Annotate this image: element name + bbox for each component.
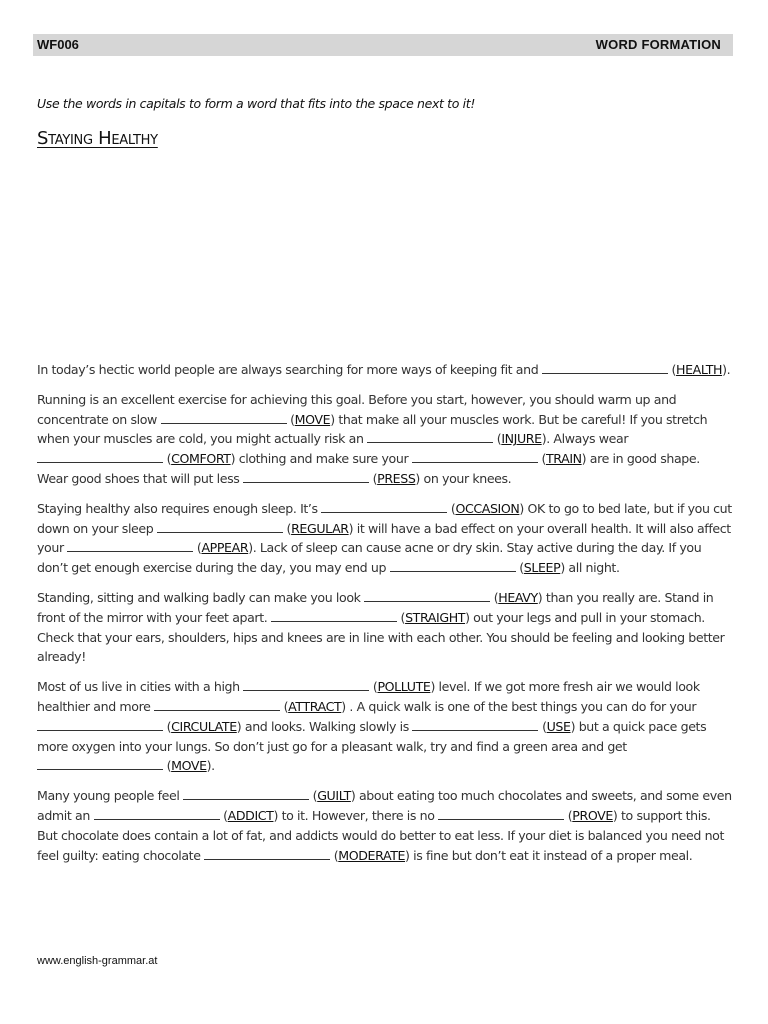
- answer-blank-6[interactable]: [243, 470, 369, 483]
- keyword: PROVE: [572, 807, 613, 823]
- keyword: POLLUTE: [377, 679, 431, 695]
- text-segment: Most of us live in cities with a high: [37, 679, 244, 695]
- answer-blank-15[interactable]: [37, 718, 163, 731]
- text-segment: ) is fine but don’t eat it instead of a proper meal.: [405, 847, 693, 863]
- keyword: MOVE: [294, 411, 331, 427]
- keyword: MODERATE: [338, 847, 406, 863]
- text-segment: Running is an excellent exercise for achieving this goal. Before you start, however, you should warm up and concentrate on slow: [37, 391, 677, 427]
- text-segment: ) . A quick walk is one of the best things you can do for your: [341, 698, 697, 714]
- text-segment: ) to it. However, there is no: [273, 807, 439, 823]
- answer-blank-13[interactable]: [243, 678, 369, 691]
- keyword: REGULAR: [291, 520, 349, 536]
- paragraph-1: In today’s hectic world people are always searching for more ways of keeping fit and (HEALTH).: [37, 362, 731, 377]
- keyword: PRESS: [377, 470, 416, 486]
- answer-blank-18[interactable]: [183, 787, 309, 800]
- paragraph-2: Running is an excellent exercise for achieving this goal. Before you start, however, you should warm up and concentrate on slow (MOVE) that make all your muscles work. But be careful! If you stretch when your muscles are cold, you might actually risk an (INJURE). Always wear (COMFORT) clothing and make sure your (TRAIN) are in good shape. Wear good shoes that will put less (PRESS) on your knees.: [37, 391, 708, 486]
- worksheet-category: WORD FORMATION: [595, 37, 721, 52]
- keyword: TRAIN: [545, 451, 582, 467]
- answer-blank-10[interactable]: [390, 559, 516, 572]
- header-bar: [33, 34, 733, 56]
- answer-blank-12[interactable]: [271, 609, 397, 622]
- text-segment: ) clothing and make sure your: [230, 451, 412, 467]
- text-segment: ) OK to go to bed late, but if you cut down on your sleep: [37, 500, 732, 536]
- keyword: ATTRACT: [288, 698, 342, 714]
- text-segment: ). Lack of sleep can cause acne or dry skin. Stay active during the day. If you don’t get enough exercise during the day, you may end up: [37, 540, 702, 576]
- answer-blank-2[interactable]: [161, 411, 287, 424]
- text-segment: ) but a quick pace gets more oxygen into your lungs. So don’t just go for a pleasant walk, try and find a green area and get: [37, 718, 707, 754]
- text-segment: ) than you really are. Stand in front of the mirror with your feet apart.: [37, 589, 714, 625]
- exercise-text: [37, 360, 732, 875]
- answer-blank-8[interactable]: [157, 520, 283, 533]
- answer-blank-4[interactable]: [37, 450, 163, 463]
- answer-blank-19[interactable]: [94, 807, 220, 820]
- answer-blank-3[interactable]: [367, 430, 493, 443]
- text-segment: ) and looks. Walking slowly is: [236, 718, 413, 734]
- keyword: APPEAR: [201, 540, 249, 556]
- text-segment: .: [726, 362, 731, 377]
- answer-blank-11[interactable]: [364, 589, 490, 602]
- keyword: USE: [546, 718, 571, 734]
- footer-url[interactable]: www.english-grammar.at: [37, 955, 158, 967]
- keyword: INJURE: [501, 431, 542, 447]
- text-segment: Standing, sitting and walking badly can make you look: [37, 589, 365, 605]
- keyword: GUILT: [317, 788, 351, 804]
- paragraph-4: Standing, sitting and walking badly can make you look (HEAVY) than you really are. Stand in front of the mirror with your feet apart. (STRAIGHT) out your legs and pull in your stomach. Check that your ears, shoulders, hips and knees are in line with each other. You should be feeling and looking better already!: [37, 589, 725, 665]
- text-segment: ) about eating too much chocolates and sweets, and some even admit an: [37, 788, 732, 823]
- answer-blank-21[interactable]: [204, 847, 330, 860]
- keyword: MOVE: [171, 758, 207, 774]
- answer-blank-7[interactable]: [321, 500, 447, 513]
- page-title: Staying Healthy: [37, 128, 158, 149]
- text-segment: ) out your legs and pull in your stomach. Check that your ears, shoulders, hips and knees are in line with each other. You should be feeling and looking better already!: [37, 609, 725, 665]
- text-segment: ).: [206, 758, 215, 774]
- text-segment: In today’s hectic world people are always searching for more ways of keeping fit and: [37, 362, 542, 377]
- text-segment: ) level. If we got more fresh air we would look healthier and more: [37, 679, 700, 714]
- keyword: SLEEP: [523, 560, 561, 576]
- instruction-text: Use the words in capitals to form a word that fits into the space next to it!: [37, 96, 475, 111]
- text-segment: ) on your knees.: [415, 470, 512, 486]
- paragraph-3: Staying healthy also requires enough sleep. It’s (OCCASION) OK to go to bed late, but if you cut down on your sleep (REGULAR) it will have a bad effect on your overall health. It will also affect your (APPEAR). Lack of sleep can cause acne or dry skin. Stay active during the day. If you don’t get enough exercise during the day, you may end up (SLEEP) all night.: [37, 500, 732, 576]
- keyword: COMFORT: [171, 451, 231, 467]
- keyword: ADDICT: [227, 807, 274, 823]
- keyword: CIRCULATE: [171, 718, 237, 734]
- text-segment: ) are in good shape. Wear good shoes that will put less: [37, 451, 700, 486]
- paragraph-5: Most of us live in cities with a high (POLLUTE) level. If we got more fresh air we would look healthier and more (ATTRACT) . A quick walk is one of the best things you can do for your (CIRCULATE) and looks. Walking slowly is (USE) but a quick pace gets more oxygen into your lungs. So don’t just go for a pleasant walk, try and find a green area and get (MOVE).: [37, 679, 707, 774]
- keyword: HEALTH: [676, 362, 723, 377]
- answer-blank-14[interactable]: [154, 698, 280, 711]
- text-segment: ) that make all your muscles work. But be careful! If you stretch when your muscles are cold, you might actually risk an: [37, 411, 708, 447]
- text-segment: ) to support this. But chocolate does contain a lot of fat, and addicts would do better to eat less. If your diet is balanced you need not feel guilty: eating chocolate: [37, 807, 725, 863]
- keyword: OCCASION: [455, 500, 520, 516]
- worksheet-code: WF006: [37, 37, 79, 52]
- keyword: HEAVY: [498, 589, 538, 605]
- text-segment: ). Always wear: [541, 431, 629, 447]
- text-segment: Staying healthy also requires enough sleep. It’s: [37, 500, 322, 516]
- answer-blank-9[interactable]: [67, 539, 193, 552]
- answer-blank-5[interactable]: [412, 450, 538, 463]
- text-segment: Many young people feel: [37, 788, 184, 804]
- keyword: STRAIGHT: [405, 609, 466, 625]
- text-segment: ) all night.: [560, 560, 620, 576]
- answer-blank-1[interactable]: [542, 361, 668, 374]
- paragraph-6: Many young people feel (GUILT) about eating too much chocolates and sweets, and some even admit an (ADDICT) to it. However, there is no (PROVE) to support this. But chocolate does contain a lot of fat, and addicts would do better to eat less. If your diet is balanced you need not feel guilty: eating chocolate (MODERATE) is fine but don’t eat it instead of a proper meal.: [37, 788, 732, 863]
- answer-blank-20[interactable]: [438, 807, 564, 820]
- answer-blank-16[interactable]: [412, 718, 538, 731]
- text-segment: ) it will have a bad effect on your overall health. It will also affect your: [37, 520, 731, 556]
- answer-blank-17[interactable]: [37, 757, 163, 770]
